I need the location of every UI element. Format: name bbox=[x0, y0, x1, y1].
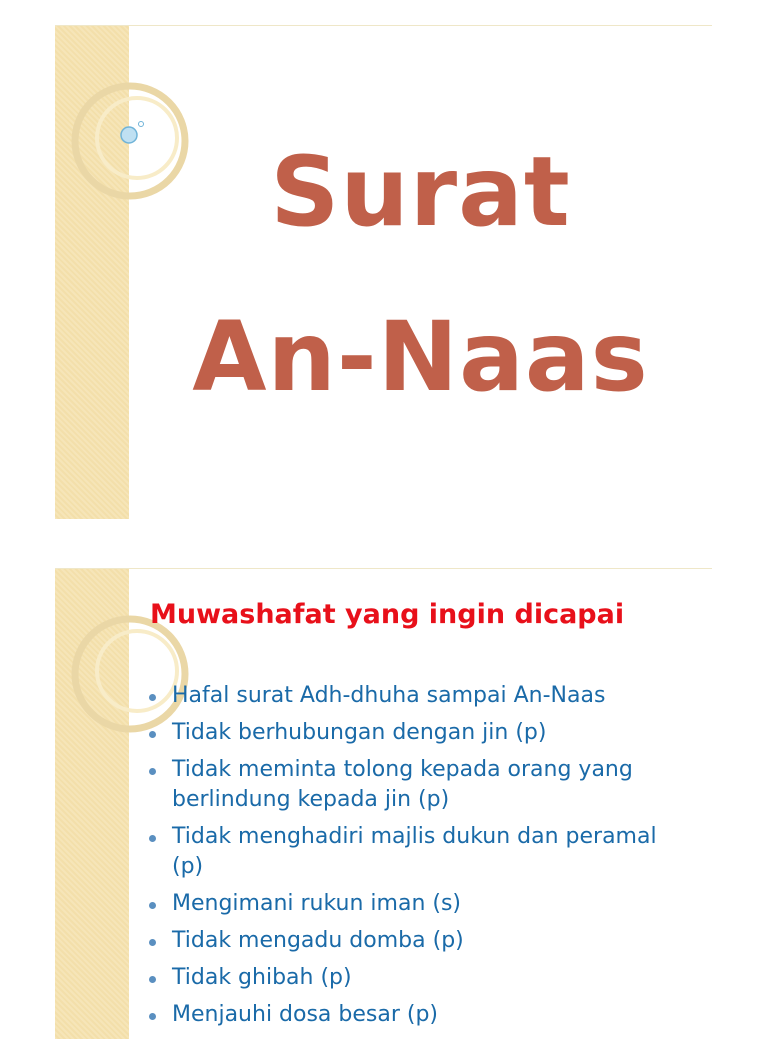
title-slide bbox=[55, 25, 712, 519]
bullet-item: Mengimani rukun iman (s) bbox=[147, 889, 692, 919]
slide-title-line-2: An-Naas bbox=[192, 301, 649, 413]
bullet-dot-icon bbox=[149, 835, 156, 842]
decorative-side-band bbox=[55, 26, 129, 519]
bullet-dot-icon bbox=[149, 1013, 156, 1020]
bullet-item: Tidak mengadu domba (p) bbox=[147, 926, 692, 956]
bullet-item: Tidak meminta tolong kepada orang yang berlindung kepada jin (p) bbox=[147, 755, 692, 815]
bullet-item: Menjauhi dosa besar (p) bbox=[147, 1000, 692, 1030]
bullet-item: Hafal surat Adh-dhuha sampai An-Naas bbox=[147, 681, 692, 711]
bullet-item: Tidak ghibah (p) bbox=[147, 963, 692, 993]
bullet-dot-icon bbox=[149, 939, 156, 946]
bullet-item: Tidak menghadiri majlis dukun dan peramal (p) bbox=[147, 822, 692, 882]
slide-heading: Muwashafat yang ingin dicapai bbox=[150, 599, 625, 630]
bullet-dot-icon bbox=[149, 768, 156, 775]
content-slide bbox=[55, 568, 712, 1039]
bullet-dot-icon bbox=[149, 731, 156, 738]
decorative-side-band bbox=[55, 569, 129, 1039]
bullet-list bbox=[147, 681, 692, 1037]
bullet-dot-icon bbox=[149, 976, 156, 983]
slide-title-line-1: Surat bbox=[270, 136, 571, 248]
bullet-dot-icon bbox=[149, 902, 156, 909]
bullet-item: Tidak berhubungan dengan jin (p) bbox=[147, 718, 692, 748]
bullet-dot-icon bbox=[149, 694, 156, 701]
